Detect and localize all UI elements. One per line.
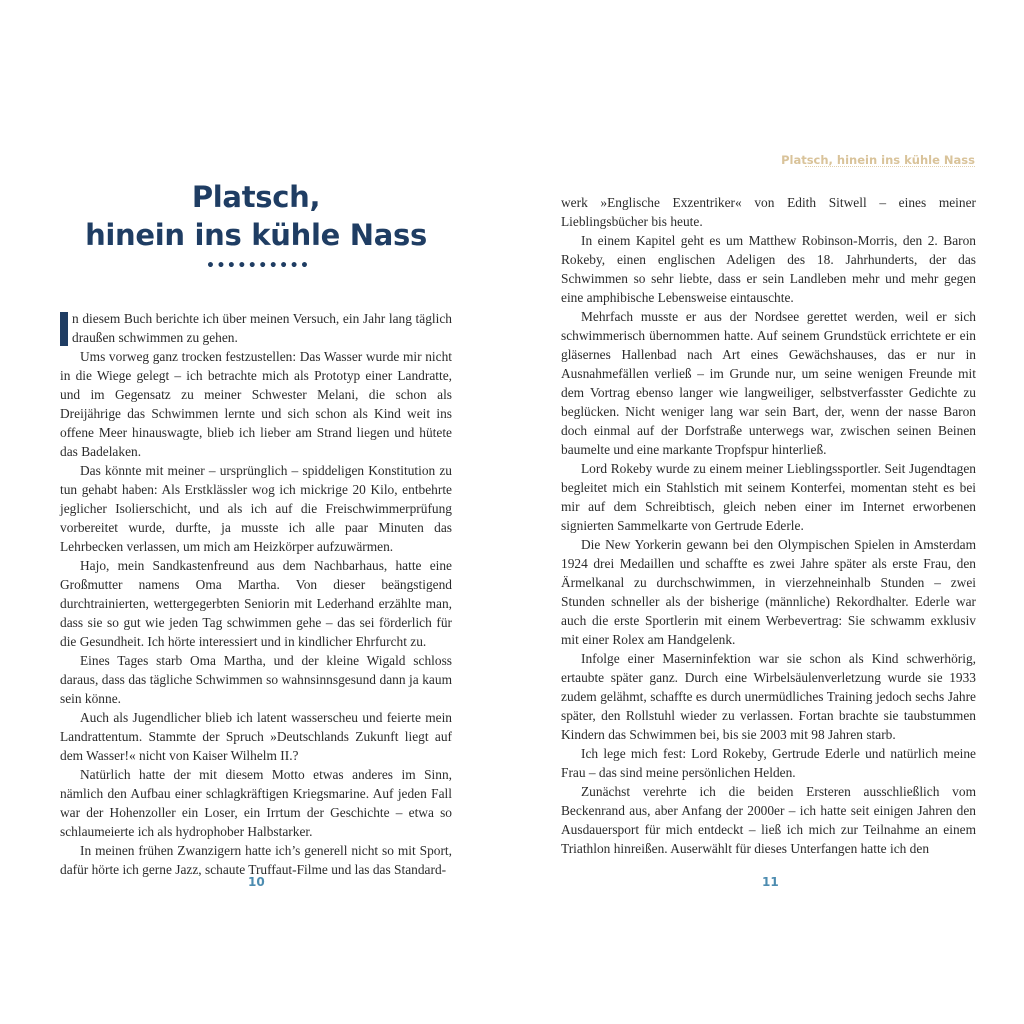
chapter-title-line-2: hinein ins kühle Nass [85,218,427,252]
title-ornament: •••••••••• [206,258,311,274]
paragraph: Ums vorweg ganz trocken festzustellen: Das Wasser wurde mir nicht in die Wiege gelegt – ich betrachte mich als Prototyp einer Landratte, und im Gegensatz zu meiner Schwester Melani, die schon als Dreijährige das Schwimmen lernte und sich schon als Kind weit ins offene Meer hinauswagte, blieb ich lieber am Strand liegen und hütete das Badelaken. [60,349,452,459]
paragraph: Mehrfach musste er aus der Nordsee gerettet werden, weil er sich schwimmerisch übernommen hatte. Auf seinem Grundstück errichtete er ein gläsernes Hallenbad nach Art eines Gewächshauses, das er nur in Ausnahmefällen verließ – im Grunde nur, um seine wenigen Freunde mit dem Vortrag ebenso langer wie langweiliger, selbstverfasster Gedichte zu beglücken. Nicht weniger lang war sein Bart, der, wenn der nasse Baron doch einmal auf der Dorfstraße unterwegs war, zwischen seinen Beinen baumelte und eine markante Tropfspur hinterließ. [561,309,976,457]
page-number: 10 [248,875,265,889]
paragraph: In einem Kapitel geht es um Matthew Robinson-Morris, den 2. Baron Rokeby, einen englischen Adeligen des 18. Jahrhunderts, der das Schwimmen so sehr liebte, dass er sein Landleben mehr und mehr gegen eine amphibische Lebensweise eintauschte. [561,233,976,305]
paragraph: Natürlich hatte der mit diesem Motto etwas anderes im Sinn, nämlich den Aufbau einer schlagkräftigen Kriegsmarine. Auf jeden Fall war der Hohenzoller ein Loser, ein Irrtum der Geschichte – etwa so schlaumeierte ich als hydrophober Halbstarker. [60,767,452,839]
chapter-title [60,178,452,254]
running-head: Platsch, hinein ins kühle Nass [781,153,975,167]
paragraph: Das könnte mit meiner – ursprünglich – spiddeligen Konstitution zu tun gehabt haben: Als Erstklässler wog ich mickrige 20 Kilo, entbehrte jeglicher Isolierschicht, und als ich auf die Freischwimmerprüfung vorbereitet wurde, durfte, ja musste ich alle paar Minuten das Lehrbecken verlassen, um mich am Heizkörper aufzuwärmen. [60,463,452,554]
opening-paragraph-text: n diesem Buch berichte ich über meinen Versuch, ein Jahr lang täglich draußen schwimmen zu gehen. [72,311,452,345]
paragraph: Eines Tages starb Oma Martha, und der kleine Wigald schloss daraus, dass das tägliche Schwimmen so wahnsinnsgesund dann ja kaum sein könne. [60,653,452,706]
paragraph: Hajo, mein Sandkastenfreund aus dem Nachbarhaus, hatte eine Großmutter namens Oma Martha. Von dieser beängstigend durchtrainierten, wettergegerbten Seniorin mit Lederhand erzählte man, dass sie so gut wie jeden Tag schwimmen gehe – das sei förderlich für die Gesundheit. Ich hörte interessiert und in kindlicher Ehrfurcht zu. [60,558,452,649]
right-page [512,0,1024,1024]
paragraph: In meinen frühen Zwanzigern hatte ich’s generell nicht so mit Sport, dafür hörte ich gerne Jazz, schaute Truffaut-Filme und las das Standard- [60,843,452,877]
continued-paragraph: werk »Englische Exzentriker« von Edith Sitwell – eines meiner Lieblingsbücher bis heute. [561,195,976,229]
opening-paragraph [60,309,452,347]
page-number: 11 [762,875,779,889]
running-head-rule [805,166,975,167]
left-body-text [60,309,452,879]
paragraph: Die New Yorkerin gewann bei den Olympischen Spielen in Amsterdam 1924 drei Medaillen und schaffte es zwei Jahre später als erste Frau, den Ärmelkanal zu durchschwimmen, in vierzehneinhalb Stunden – zwei Stunden schneller als der bisherige (männliche) Rekordhalter. Ederle war auch die erste Sportlerin mit einem Werbevertrag: Sie schwamm exklusiv mit einer Rolex am Handgelenk. [561,537,976,647]
paragraph: Zunächst verehrte ich die beiden Ersteren ausschließlich vom Beckenrand aus, aber Anfang der 2000er – ich hatte seit einigen Jahren den Ausdauersport für mich entdeckt – ließ ich mich zur Teilnahme an einem Triathlon hinreißen. Auserwählt für dieses Unterfangen hatte ich den [561,784,976,856]
paragraph: Auch als Jugendlicher blieb ich latent wasserscheu und feierte mein Landrattentum. Stammte der Spruch »Deutschlands Zukunft liegt auf dem Wasser!« nicht von Kaiser Wilhelm II.? [60,710,452,763]
dropcap: I [60,312,68,346]
paragraph: Lord Rokeby wurde zu einem meiner Lieblingssportler. Seit Jugendtagen begleitet mich ein Stahlstich mit seinem Konterfei, momentan steht es bei mir auf dem Schreibtisch, gleich neben einer im Internet erworbenen signierten Sammelkarte von Gertrude Ederle. [561,461,976,533]
right-body-text [561,193,976,858]
chapter-title-line-1: Platsch, [191,180,321,214]
paragraph: Ich lege mich fest: Lord Rokeby, Gertrude Ederle und natürlich meine Frau – das sind meine persönlichen Helden. [561,746,976,780]
paragraph: Infolge einer Maserninfektion war sie schon als Kind schwerhörig, ertaubte später ganz. Durch eine Wirbelsäulenverletzung wurde sie 1933 zudem gelähmt, schaffte es durch unermüdliches Training jedoch sechs Jahre später, den Rollstuhl wieder zu verlassen. Fortan brachte sie taubstummen Kindern das Schwimmen bei, bis sie 2003 mit 98 Jahren starb. [561,651,976,742]
